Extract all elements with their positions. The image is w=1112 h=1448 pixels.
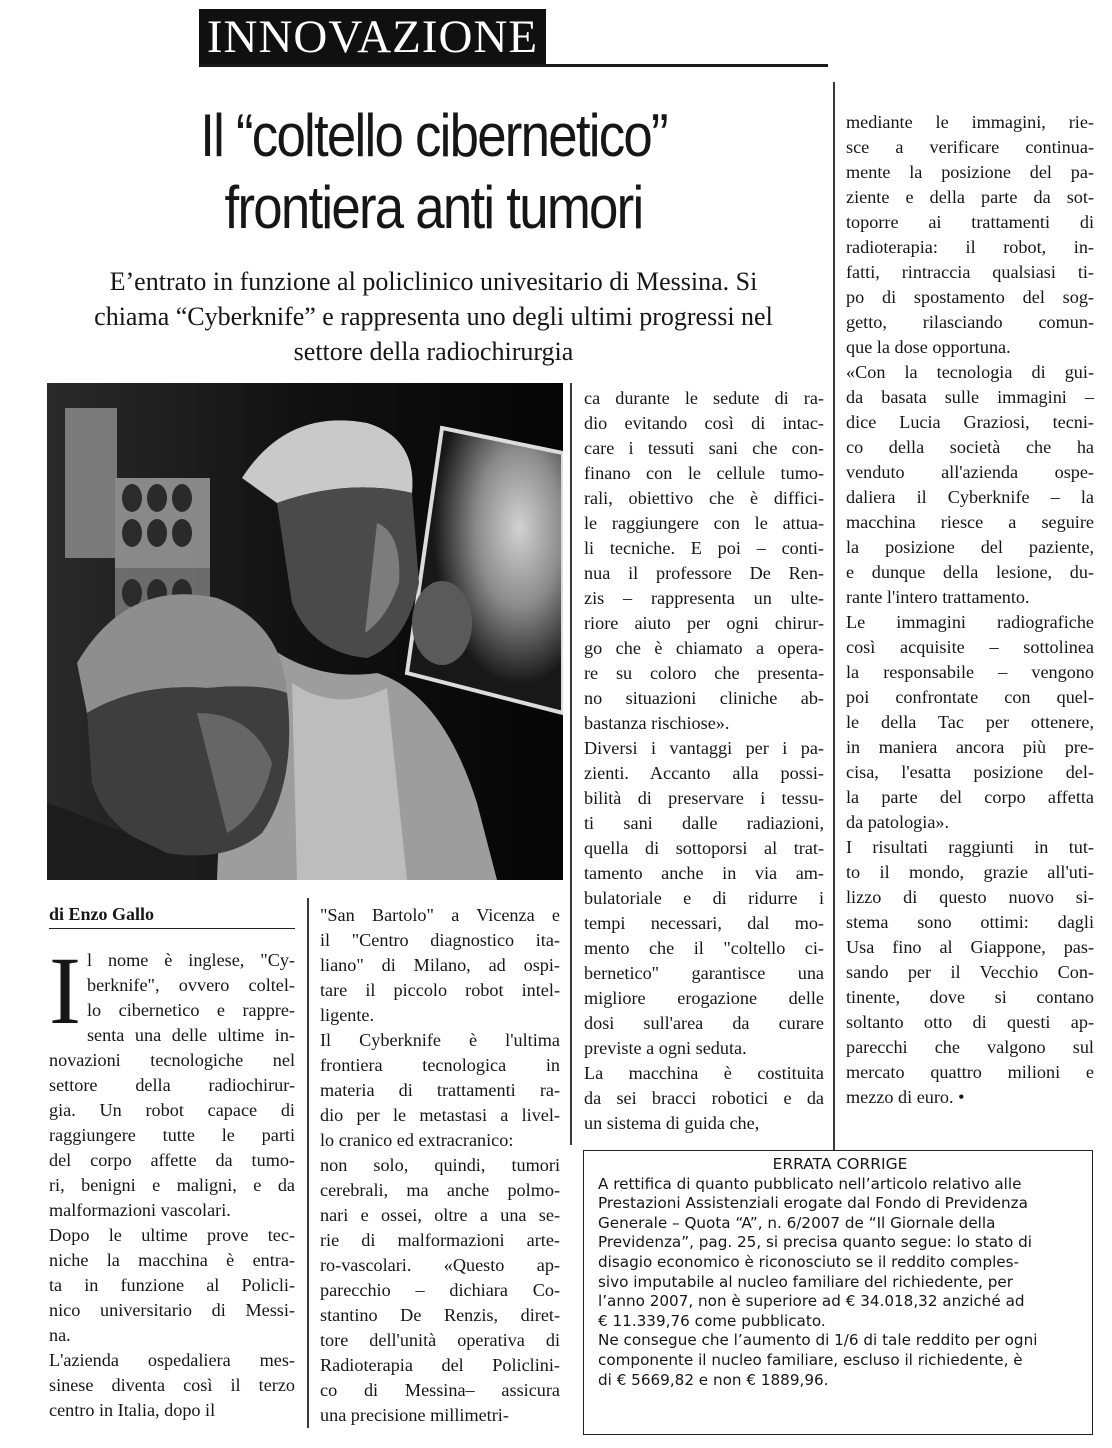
text-line: dio evitando così di intac- [584,413,824,433]
section-rule [199,64,828,67]
headline-line: frontiera anti tumori [224,174,643,241]
text-line: Ne consegue che l’aumento di 1/6 di tale reddito per ogni [598,1331,1038,1350]
text-line: e dunque della lesione, du- [846,562,1094,582]
column-rule [833,82,835,1150]
text-line: Previdenza”, pag. 25, si precisa quanto segue: lo stato di [598,1233,1032,1252]
text-line: la posizione del paziente, [846,537,1094,557]
text-line: bernetico" garantisce una [584,963,824,983]
text-line: care i tessuti sani che con- [584,438,824,458]
text-line: non solo, quindi, tumori [320,1155,560,1175]
text-line: una precisione millimetri- [320,1405,509,1425]
standfirst-line: chiama “Cyberknife” e rappresenta uno degli ultimi progressi nel [94,302,773,331]
text-line: l’anno 2007, non è superiore ad € 34.018,32 anziché ad [598,1292,1025,1311]
text-line: bilità di preservare i tessu- [584,788,824,808]
text-line: rante l'intero trattamento. [846,587,1030,607]
text-line: niche la macchina è entra- [49,1250,295,1270]
text-line: dice Lucia Graziosi, tecni- [846,412,1094,432]
text-line: zis – rappresenta un ulte- [584,588,824,608]
byline: di Enzo Gallo [49,903,295,929]
text-line: settore della radiochirur- [49,1075,295,1095]
text-line: da basata sulle immagini – [846,387,1094,407]
text-line: tamento anche in via am- [584,863,824,883]
headline [93,100,775,244]
text-line: poi confrontate con quel- [846,687,1094,707]
text-line: re su coloro che presenta- [584,663,824,683]
column-rule [307,898,309,1428]
text-line: sivo imputabile al nucleo familiare del richiedente, per [598,1272,1013,1291]
text-line: Radioterapia del Policlini- [320,1355,560,1375]
text-line: mente la posizione del pa- [846,162,1094,182]
text-line: daliera il Cyberknife – la [846,487,1094,507]
text-line: bulatoriale e di ridurre i [584,888,824,908]
text-line: toporre ai trattamenti di [846,212,1094,232]
text-line: parecchi che valgono sul [846,1037,1094,1057]
text-line: sce a verificare continua- [846,137,1094,157]
text-line: materia di trattamenti ra- [320,1080,560,1100]
text-line: migliore erogazione delle [584,988,824,1008]
text-line: Prestazioni Assistenziali erogate dal Fondo di Previdenza [598,1194,1028,1213]
text-line: bastanza rischiose». [584,713,730,733]
text-line: finano con le cellule tumo- [584,463,824,483]
text-line: soltanto otto di questi ap- [846,1012,1094,1032]
text-line: cisa, l'esatta posizione del- [846,762,1094,782]
text-line: rie di malformazioni arte- [320,1230,560,1250]
text-line: Usa fino al Giappone, pas- [846,937,1094,957]
drop-cap: I [49,937,81,1044]
text-line: stantino De Renzis, diret- [320,1305,560,1325]
text-line: I risultati raggiunti in tut- [846,837,1094,857]
text-line: da sei bracci robotici e da [584,1088,824,1108]
text-line: lo cibernetico e rappre- [86,1000,295,1020]
text-line: la responsabile – vengono [846,662,1094,682]
text-line: rali, obiettivo che è diffici- [584,488,824,508]
text-line: go che è chiamato a opera- [584,638,824,658]
text-line: mezzo di euro. • [846,1087,965,1107]
text-line: Dopo le ultime prove tec- [49,1225,295,1245]
text-line: Il Cyberknife è l'ultima [320,1030,560,1050]
text-line: raggiungere tutte le parti [49,1125,295,1145]
text-line: dosi sull'area da curare [584,1013,824,1033]
text-line: lo cranico ed extracranico: [320,1130,514,1150]
text-line: lizzo di questo nuovo si- [846,887,1094,907]
text-line: macchina riesce a seguire [846,512,1094,532]
text-line: berknife", ovvero coltel- [86,975,295,995]
text-line: in maniera ancora più pre- [846,737,1094,757]
text-line: co della società che ha [846,437,1094,457]
text-line: Diversi i vantaggi per i pa- [584,738,824,758]
text-line: stema sono ottimi: dagli [846,912,1094,932]
text-line: li tecniche. E poi – conti- [584,538,824,558]
text-line: ziente e della parte da sot- [846,187,1094,207]
standfirst [46,264,821,369]
text-line: tinente, dove si contano [846,987,1094,1007]
text-line: componente il nucleo familiare, escluso il richiedente, è [598,1350,1023,1369]
standfirst-line: settore della radiochirurgia [293,337,574,366]
text-line: ro-vascolari. «Questo ap- [320,1255,560,1275]
text-line: la parte del corpo affetta [846,787,1094,807]
text-line: di € 5669,82 e non € 1889,96. [598,1370,829,1389]
text-line: ta in funzione al Policli- [49,1275,295,1295]
text-line: centro in Italia, dopo il [49,1400,216,1420]
text-line: riore aiuto per ogni chirur- [584,613,824,633]
photo-illustration [47,383,563,880]
column-4-lines [846,110,1094,1110]
text-line: co di Messina– assicura [320,1380,560,1400]
errata-corrige-box [583,1150,1093,1435]
text-line: quella di sottoporsi al trat- [584,838,824,858]
errata-body [598,1175,1082,1391]
text-line: tempi necessari, dal mo- [584,913,824,933]
standfirst-line: E’entrato in funzione al policlinico univesitario di Messina. Si [109,267,758,296]
text-line: novazioni tecnologiche nel [49,1050,295,1070]
errata-title: ERRATA CORRIGE [772,1155,908,1173]
text-line: sinese diventa così il terzo [49,1375,295,1395]
text-line: po di spostamento del sog- [846,287,1094,307]
text-line: il "Centro diagnostico ita- [320,930,560,950]
text-line: le della Tac per ottenere, [846,712,1094,732]
text-line: senta una delle ultime in- [86,1025,295,1045]
text-line: nari e ossei, oltre a una se- [320,1205,560,1225]
text-line: ca durante le sedute di ra- [584,388,824,408]
text-line: le raggiungere con le attua- [584,513,824,533]
text-line: gia. Un robot capace di [49,1100,295,1120]
text-line: A rettifica di quanto pubblicato nell’articolo relativo alle [598,1174,1022,1193]
article-column-4 [846,110,1094,1110]
text-line: na. [49,1325,71,1345]
text-line: da patologia». [846,812,950,832]
text-line: "San Bartolo" a Vicenza e [320,905,560,925]
text-line: Le immagini radiografiche [846,612,1094,632]
text-line: tore dell'unità operativa di [320,1330,560,1350]
text-line: del corpo affette da tumo- [49,1150,295,1170]
text-line: no situazioni cliniche ab- [584,688,824,708]
text-line: malformazioni vascolari. [49,1200,231,1220]
text-line: nico universitario di Messi- [49,1300,295,1320]
text-line: cerebrali, ma anche polmo- [320,1180,560,1200]
text-line: liano" di Milano, ad ospi- [320,955,560,975]
text-line: parecchio – dichiara Co- [320,1280,560,1300]
article-column-1 [49,937,295,1423]
column-3-lines [584,386,824,1136]
text-line: ri, benigni e maligni, e da [49,1175,295,1195]
text-line: nua il professore De Ren- [584,563,824,583]
text-line: mento che il "coltello ci- [584,938,824,958]
text-line: fatti, rintraccia qualsiasi ti- [846,262,1094,282]
text-line: mediante le immagini, rie- [846,112,1094,132]
text-line: La macchina è costituita [584,1063,824,1083]
text-line: disagio economico è riconosciuto se il reddito comples- [598,1252,1020,1271]
text-line: mercato quattro milioni e [846,1062,1094,1082]
text-line: zienti. Accanto alla possi- [584,763,824,783]
doctors-examining-xray-photo [47,383,563,880]
text-line: ti sani dalle radiazioni, [584,813,824,833]
headline-line: Il “coltello cibernetico” [200,102,667,169]
text-line: € 11.339,76 come pubblicato. [598,1311,826,1330]
text-line: radioterapia: il robot, in- [846,237,1094,257]
text-line: così acquisite – sottolinea [846,637,1094,657]
text-line: getto, rilasciando comun- [846,312,1094,332]
text-line: sando per il Vecchio Con- [846,962,1094,982]
text-line: previste a ogni seduta. [584,1038,747,1058]
section-label: INNOVAZIONE [199,9,546,64]
text-line: tare il piccolo robot intel- [320,980,560,1000]
article-column-2 [320,903,560,1428]
column-1-lines [49,937,295,1423]
text-line: Generale – Quota “A”, n. 6/2007 de “Il Giornale della [598,1213,996,1232]
text-line: to il mondo, grazie all'uti- [846,862,1094,882]
text-line: frontiera tecnologica in [320,1055,560,1075]
column-rule [570,383,572,1145]
text-line: ligente. [320,1005,375,1025]
article-column-3 [584,386,824,1136]
text-line: «Con la tecnologia di gui- [846,362,1094,382]
text-line: l nome è inglese, "Cy- [86,950,295,970]
text-line: venduto all'azienda ospe- [846,462,1094,482]
text-line: L'azienda ospedaliera mes- [49,1350,295,1370]
text-line: dio per le metastasi a livel- [320,1105,560,1125]
text-line: un sistema di guida che, [584,1113,760,1133]
column-2-lines [320,903,560,1428]
text-line: que la dose opportuna. [846,337,1011,357]
